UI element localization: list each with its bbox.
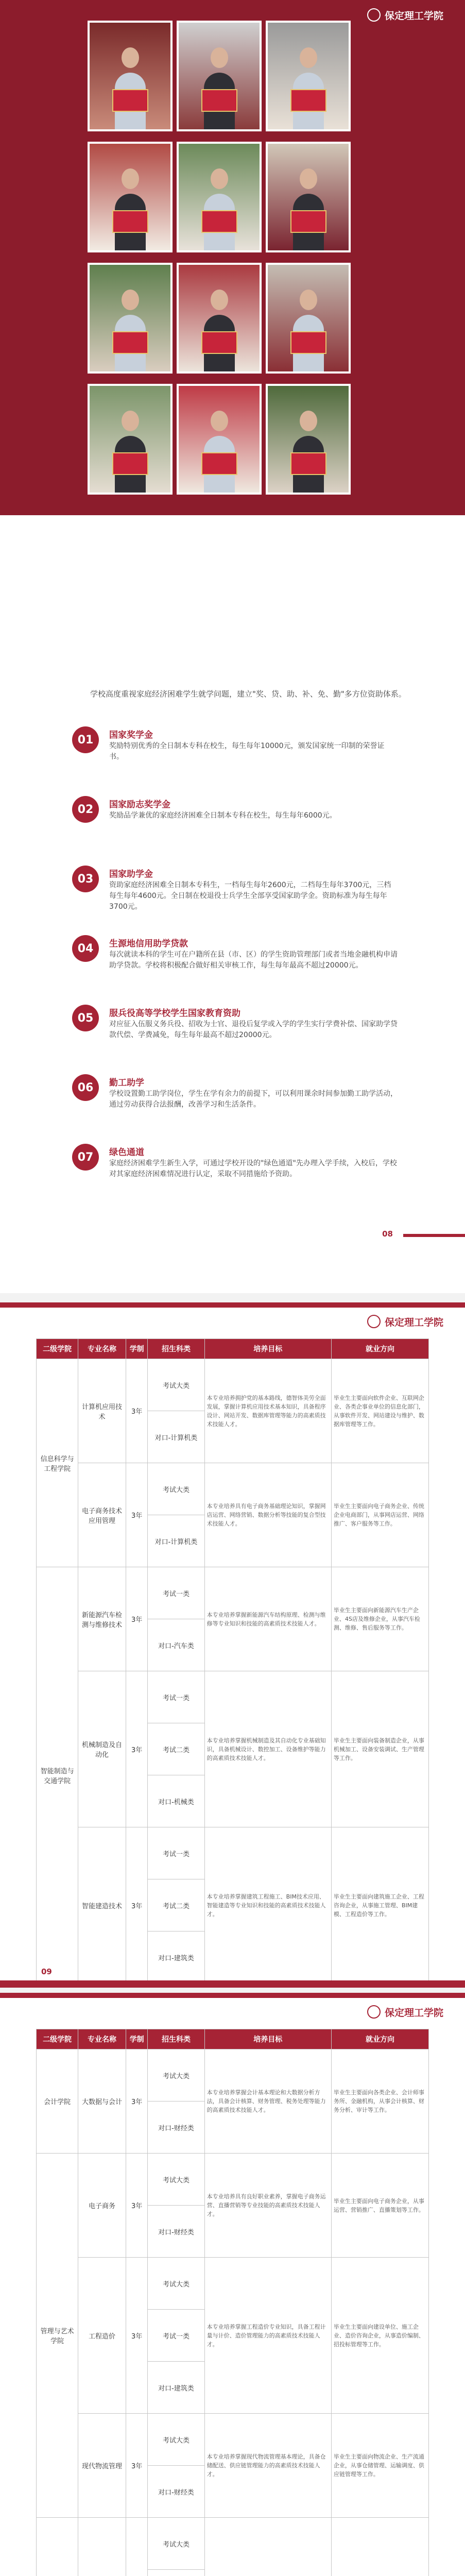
career-cell: 毕业生主要面向建筑施工企业、工程咨询企业，从事施工管理、BIM建模、工程造价等工作。 [331, 1827, 428, 1984]
item-number: 02 [72, 796, 99, 823]
footer-bar [403, 1234, 465, 1237]
certificate-image [201, 452, 237, 475]
major-cell: 电子商务 [78, 2154, 126, 2258]
certificate-image [290, 89, 326, 112]
item-number: 04 [72, 935, 99, 962]
page-number: 09 [41, 1967, 52, 1976]
subject-cell: 考试二类 [148, 1723, 204, 1775]
major-cell: 现代物流管理 [78, 2414, 126, 2518]
item-description: 资助家庭经济困难全日制本专科生，一档每生每年2600元，二档每生每年3700元，三档每生每年4600元。全日制在校退役士兵学生全部享受国家助学金。资助标准为每生每年3700元。 [109, 881, 391, 911]
subject-cell: 考试一类 [148, 1567, 204, 1619]
subject-cell: 考试一类 [148, 1671, 204, 1723]
major-cell: 电子商务技术应用管理 [78, 1463, 126, 1567]
bottom-bar [0, 1980, 465, 1988]
subject-cell: 考试大类 [148, 2154, 204, 2206]
item-title: 国家励志奖学金 [109, 800, 170, 810]
subject-cell: 考试大类 [148, 1463, 204, 1515]
item-number: 03 [72, 866, 99, 892]
career-cell: 毕业生主要面向物流企业、生产流通企业，从事仓储管理、运输调度、供应链管理等工作。 [331, 2414, 428, 2518]
subject-cell: 对口-建筑类 [148, 1931, 204, 1984]
column-header: 学制 [126, 1339, 147, 1359]
college-cell [37, 2518, 78, 2576]
item-title: 国家助学金 [109, 869, 153, 879]
column-header: 培养目标 [204, 2029, 331, 2049]
subject-cell: 考试二类 [148, 1879, 204, 1931]
aid-item [72, 1074, 433, 1124]
graduate-photo [266, 21, 351, 131]
subject-cell: 考试大类 [148, 1359, 204, 1411]
table-row [37, 2258, 429, 2310]
column-header: 专业名称 [78, 2029, 126, 2049]
aid-item [72, 726, 433, 776]
years-cell: 3年 [126, 2414, 147, 2518]
certificate-image [201, 89, 237, 112]
major-cell: 机械制造及自动化 [78, 1671, 126, 1827]
item-description: 学校设置勤工助学岗位，学生在学有余力的前提下，可以利用课余时间参加勤工助学活动，通过劳动获得合法报酬，改善学习和生活条件。 [109, 1090, 398, 1109]
major-cell: 工程造价 [78, 2258, 126, 2414]
item-title: 生源地信用助学贷款 [109, 939, 188, 949]
years-cell [126, 2518, 147, 2576]
item-number: 06 [72, 1074, 99, 1101]
goal-cell: 本专业培养掌握工程造价专业知识，具备工程计量与计价、造价管理能力的高素质技术技能人才。 [204, 2258, 331, 2414]
school-logo: 保定理工学院 [367, 1314, 444, 1329]
goal-cell: 本专业培养拥护党的基本路线，德智体美劳全面发展，掌握计算机应用技术基本知识，具备程序设计、网站开发、数据库管理等能力的高素质技术技能人才。 [204, 1359, 331, 1463]
item-number: 05 [72, 1005, 99, 1031]
certificate-image [290, 210, 326, 233]
subject-cell: 对口-计算机类 [148, 1411, 204, 1463]
item-number: 01 [72, 726, 99, 753]
item-description: 奖励特别优秀的全日制本专科在校生，每生每年10000元，颁发国家统一印制的荣誉证书。 [109, 742, 385, 761]
years-cell: 3年 [126, 2154, 147, 2258]
subject-cell: 考试大类 [148, 2414, 204, 2466]
aid-item [72, 866, 433, 915]
school-seal-icon [367, 2005, 381, 2019]
subject-cell: 对口-机械类 [148, 1775, 204, 1827]
table-row [37, 2049, 429, 2102]
item-title: 绿色通道 [109, 1147, 144, 1158]
college-cell: 智能制造与交通学院 [37, 1567, 78, 1984]
majors-page-2 [0, 1993, 465, 2576]
table-row [37, 2414, 429, 2466]
graduate-photo [266, 142, 351, 252]
certificate-image [201, 331, 237, 354]
goal-cell [204, 2518, 331, 2576]
subject-cell: 对口-财经类 [148, 2102, 204, 2154]
school-logo: 保定理工学院 [367, 2004, 444, 2020]
goal-cell: 本专业培养具有良好职业素养，掌握电子商务运营、直播营销等专业技能的高素质技术技能人才。 [204, 2154, 331, 2258]
goal-cell: 本专业培养掌握建筑工程施工、BIM技术应用、智能建造等专业知识和技能的高素质技术技能人才。 [204, 1827, 331, 1984]
major-cell: 大数据与会计 [78, 2049, 126, 2154]
goal-cell: 本专业培养掌握新能源汽车结构原理、检测与维修等专业知识和技能的高素质技术技能人才。 [204, 1567, 331, 1671]
table-header [37, 2029, 429, 2049]
item-title: 国家奖学金 [109, 730, 153, 740]
major-cell: 计算机应用技术 [78, 1359, 126, 1463]
career-cell: 毕业生主要面向软件企业、互联网企业、各类企事业单位的信息化部门，从事软件开发、网站建设与维护、数据库管理等工作。 [331, 1359, 428, 1463]
subject-cell: 考试一类 [148, 2310, 204, 2362]
majors-table [36, 1338, 429, 1984]
graduate-photo [88, 21, 173, 131]
subject-cell: 考试大类 [148, 2258, 204, 2310]
top-bar [0, 1993, 465, 1998]
page-number: 07 [41, 518, 52, 527]
certificate-image [112, 89, 148, 112]
column-header: 二级学院 [37, 1339, 78, 1359]
career-cell [331, 2518, 428, 2576]
subject-cell: 对口-汽车类 [148, 1619, 204, 1671]
certificate-image [201, 210, 237, 233]
career-cell: 毕业生主要面向建设单位、施工企业、造价咨询企业，从事造价编制、招投标管理等工作。 [331, 2258, 428, 2414]
graduate-photo [88, 384, 173, 495]
college-cell: 信息科学与工程学院 [37, 1359, 78, 1567]
career-cell: 毕业生主要面向电子商务企业、传统企业电商部门，从事网店运营、网络推广、客户服务等工作。 [331, 1463, 428, 1567]
school-seal-icon [367, 8, 381, 22]
subject-cell: 考试一类 [148, 1827, 204, 1879]
subject-cell: 考试大类 [148, 2049, 204, 2102]
goal-cell: 本专业培养掌握机械制造及其自动化专业基础知识，具备机械设计、数控加工、设备维护等能力的高素质技术技能人才。 [204, 1671, 331, 1827]
years-cell: 3年 [126, 2258, 147, 2414]
graduate-photo [177, 263, 262, 374]
item-title: 勤工助学 [109, 1078, 144, 1088]
school-seal-icon [367, 1315, 381, 1328]
certificate-image [112, 210, 148, 233]
graduate-photo [177, 384, 262, 495]
major-cell: 智能建造技术 [78, 1827, 126, 1984]
subject-cell: 对口-财经类 [148, 2206, 204, 2258]
graduate-photo [88, 142, 173, 252]
column-header: 招生科类 [148, 2029, 204, 2049]
table-row [37, 1827, 429, 1879]
years-cell: 3年 [126, 1463, 147, 1567]
subject-cell: 对口-计算机类 [148, 1515, 204, 1567]
item-number: 07 [72, 1144, 99, 1171]
section-intro: 学校高度重视家庭经济困难学生就学问题，建立"奖、贷、助、补、免、勤"多方位资助体系。 [90, 689, 406, 699]
aid-item [72, 796, 433, 845]
goal-cell: 本专业培养具有电子商务基础理论知识，掌握网店运营、网络营销、数据分析等技能的复合型技术技能人才。 [204, 1463, 331, 1567]
graduate-photo [177, 142, 262, 252]
graduate-photo [266, 263, 351, 374]
years-cell: 3年 [126, 1359, 147, 1463]
subject-cell: 对口-建筑类 [148, 2362, 204, 2414]
aid-system-page [0, 531, 465, 685]
aid-item [72, 1144, 433, 1193]
top-bar [0, 1302, 465, 1308]
years-cell: 3年 [126, 1827, 147, 1984]
years-cell: 3年 [126, 1671, 147, 1827]
column-header: 二级学院 [37, 2029, 78, 2049]
item-description: 每次就读本科的学生可在户籍所在县（市、区）的学生资助管理部门或者当地金融机构申请助学贷款。学校将积极配合做好相关审核工作，每生每年最高不超过20000元。 [109, 951, 398, 970]
column-header: 就业方向 [331, 2029, 428, 2049]
table-row [37, 1567, 429, 1619]
years-cell: 3年 [126, 2049, 147, 2154]
table-row [37, 1463, 429, 1515]
major-cell [78, 2518, 126, 2576]
aid-item [72, 1005, 433, 1054]
college-cell: 管理与艺术学院 [37, 2154, 78, 2518]
subject-cell [148, 2570, 204, 2576]
certificate-image [290, 331, 326, 354]
item-description: 家庭经济困难学生新生入学，可通过学校开设的"绿色通道"先办理入学手续，入校后，学校对其家庭经济困难情况进行认定，采取不同措施给予资助。 [109, 1159, 397, 1178]
college-cell: 会计学院 [37, 2049, 78, 2154]
subject-cell: 对口-财经类 [148, 2466, 204, 2518]
major-cell: 新能源汽车检测与维修技术 [78, 1567, 126, 1671]
item-title: 服兵役高等学校学生国家教育资助 [109, 1008, 240, 1019]
table-row [37, 1359, 429, 1411]
majors-table [36, 2029, 429, 2576]
certificate-image [290, 452, 326, 475]
career-cell: 毕业生主要面向新能源汽车生产企业、4S店及维修企业，从事汽车检测、维修、售后服务等工作。 [331, 1567, 428, 1671]
career-cell: 毕业生主要面向电子商务企业，从事运营、营销推广、直播策划等工作。 [331, 2154, 428, 2258]
table-row [37, 1671, 429, 1723]
aid-item [72, 935, 433, 985]
table-row [37, 2154, 429, 2206]
column-header: 专业名称 [78, 1339, 126, 1359]
column-header: 招生科类 [148, 1339, 204, 1359]
majors-page-1 [0, 1302, 465, 1988]
column-header: 学制 [126, 2029, 147, 2049]
career-cell: 毕业生主要面向装备制造企业，从事机械加工、设备安装调试、生产管理等工作。 [331, 1671, 428, 1827]
graduate-photo [266, 384, 351, 495]
table-header [37, 1339, 429, 1359]
column-header: 就业方向 [331, 1339, 428, 1359]
certificate-image [112, 331, 148, 354]
years-cell: 3年 [126, 1567, 147, 1671]
graduate-photo [177, 21, 262, 131]
career-cell: 毕业生主要面向各类企业、会计师事务所、金融机构，从事会计核算、财务分析、审计等工作。 [331, 2049, 428, 2154]
page-number: 08 [382, 1229, 393, 1239]
column-header: 培养目标 [204, 1339, 331, 1359]
certificate-image [112, 452, 148, 475]
table-row [37, 2518, 429, 2570]
item-description: 对应征入伍服义务兵役、招收为士官、退役后复学或入学的学生实行学费补偿、国家助学贷款代偿、学费减免，每生每年最高不超过20000元。 [109, 1020, 398, 1039]
subject-cell: 考试大类 [148, 2518, 204, 2570]
goal-cell: 本专业培养掌握会计基本理论和大数据分析方法，具备会计核算、财务管理、税务处理等能力的高素质技术技能人才。 [204, 2049, 331, 2154]
school-logo: 保定理工学院 [367, 7, 444, 23]
item-description: 奖励品学兼优的家庭经济困难全日制本专科在校生，每生每年6000元。 [109, 811, 337, 820]
goal-cell: 本专业培养掌握现代物流管理基本理论，具备仓储配送、供应链管理能力的高素质技术技能人才。 [204, 2414, 331, 2518]
graduate-photo [88, 263, 173, 374]
